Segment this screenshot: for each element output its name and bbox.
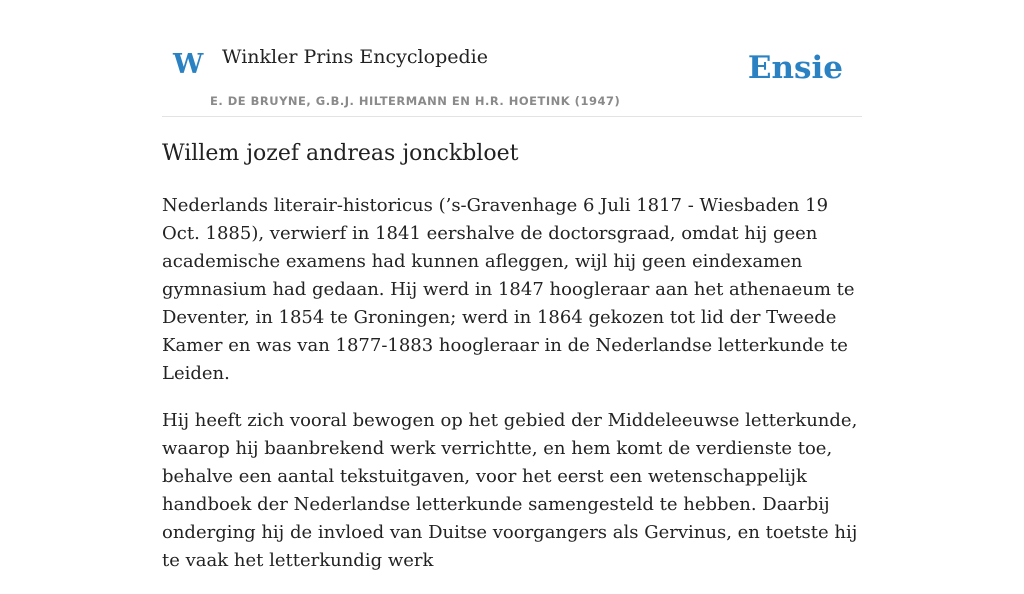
- source-header: [162, 0, 862, 117]
- article-paragraph: Nederlands literair-historicus (’s-Gravenhage 6 Juli 1817 - Wiesbaden 19 Oct. 1885), verwierf in 1841 eershalve de doctorsgraad, omdat hij geen academische examens had kunnen afleggen, wijl hij geen eindexamen gymnasium had gedaan. Hij werd in 1847 hoogleraar aan het athenaeum te Deventer, in 1854 te Groningen; werd in 1864 gekozen tot lid der Tweede Kamer en was van 1877-1883 hoogleraar in de Nederlandse letterkunde te Leiden.: [162, 195, 855, 384]
- source-authors: E. DE BRUYNE, G.B.J. HILTERMANN EN H.R. HOETINK (1947): [210, 94, 621, 108]
- content-column: [162, 0, 862, 571]
- source-title[interactable]: Winkler Prins Encyclopedie: [222, 46, 488, 68]
- article-body: [162, 192, 862, 594]
- brand-logo[interactable]: Ensie: [747, 50, 843, 86]
- source-logo[interactable]: W: [173, 49, 204, 80]
- entry-title: Willem jozef andreas jonckbloet: [162, 141, 519, 166]
- article-paragraph: Hij heeft zich vooral bewogen op het gebied der Middeleeuwse letterkunde, waarop hij baanbrekend werk verrichtte, en hem komt de verdienste toe, behalve een aantal tekstuitgaven, voor het eerst een wetenschappelijk handboek der Nederlandse letterkunde samengesteld te hebben. Daarbij onderging hij de invloed van Duitse voorgangers als Gervinus, en toetste hij te vaak het letterkundig werk: [162, 410, 858, 571]
